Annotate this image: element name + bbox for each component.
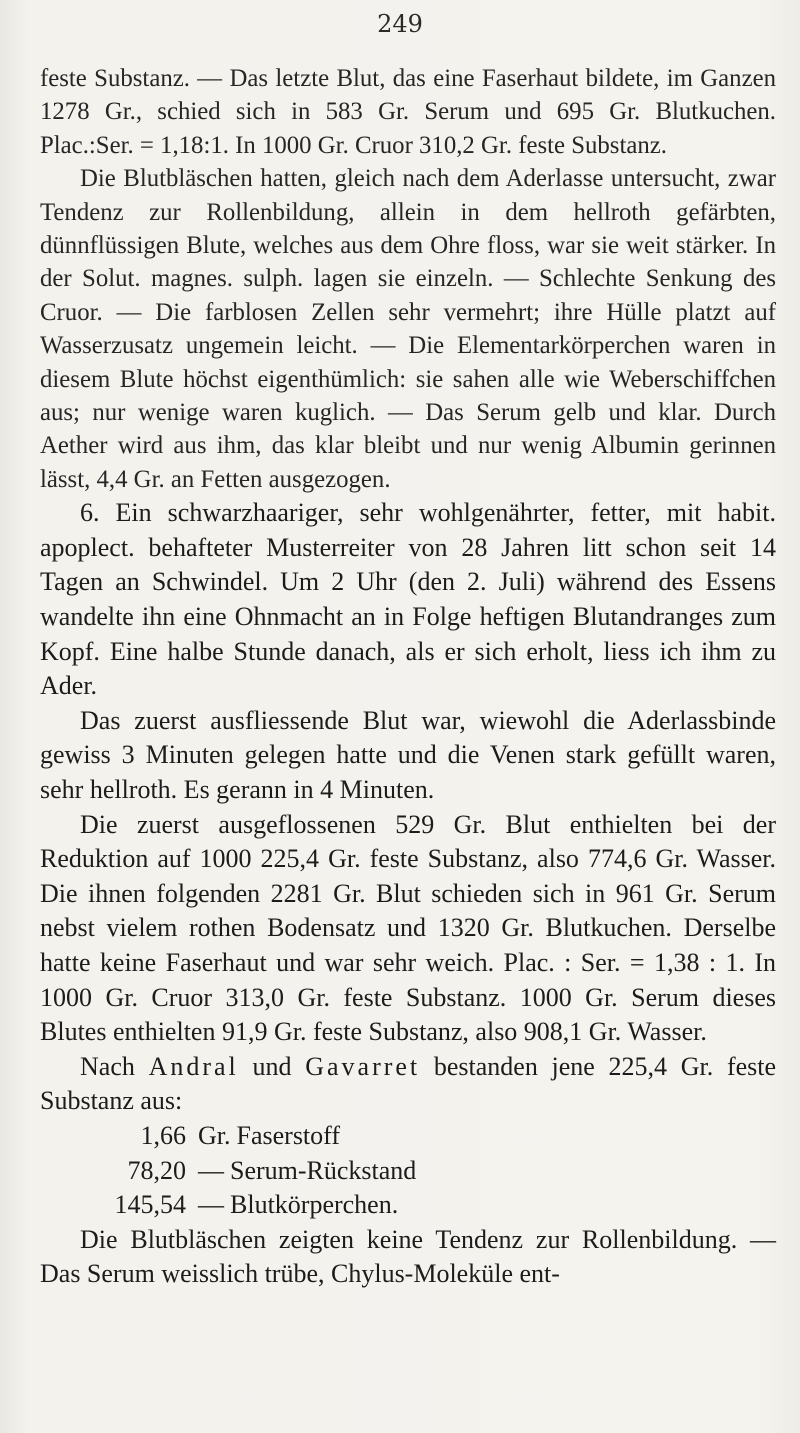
composition-label: Blutkörperchen. (230, 1190, 399, 1220)
composition-unit: — (198, 1190, 224, 1220)
composition-list (40, 1119, 776, 1223)
list-item (40, 1119, 776, 1154)
composition-unit: Gr. (198, 1120, 231, 1150)
paragraph-reduction: Die zuerst ausgeflossenen 529 Gr. Blut enthielten bei der Reduktion auf 1000 225,4 Gr. feste Substanz, also 774,6 Gr. Wasser. Die ihnen folgenden 2281 Gr. Blut schieden sich in 961 Gr. Serum nebst vielem rothen Bodensatz und 1320 Gr. Blutkuchen. Derselbe hatte keine Faserhaut und war sehr weich. Plac. : Ser. = 1,38 : 1. In 1000 Gr. Cruor 313,0 Gr. feste Substanz. 1000 Gr. Serum dieses Blutes enthielten 91,9 Gr. feste Substanz, also 908,1 Gr. Wasser. (40, 809, 776, 1047)
text-fragment: und (252, 1051, 292, 1081)
text-fragment: bestanden jene 225,4 Gr. feste Substanz aus: (40, 1051, 777, 1116)
paragraph-blood-cells: Die Blutbläschen hatten, gleich nach dem Aderlasse untersucht, zwar Tendenz zur Rollenbildung, allein in dem hellroth gefärbten, dünnflüssigen Blute, welches aus dem Ohre floss, war sie weit stärker. In der Solut. magnes. sulph. lagen sie einzeln. — Schlechte Senkung des Cruor. — Die farblosen Zellen sehr vermehrt; ihre Hülle platzt auf Wasserzusatz ungemein leicht. — Die Elementarkörperchen waren in diesem Blute höchst eigenthümlich: sie sahen alle wie Weberschiffchen aus; nur wenige waren kuglich. — Das Serum gelb und klar. Durch Aether wird aus ihm, das klar bleibt und nur wenig Albumin gerinnen lässt, 4,4 Gr. an Fetten ausgezogen. (40, 165, 776, 493)
composition-unit: — (198, 1155, 224, 1185)
composition-label: Serum-Rückstand (230, 1155, 417, 1185)
paragraph-blood-bubbles: Die Blutbläschen zeigten keine Tendenz zur Rollenbildung. — Das Serum weisslich trübe, Chylus-Moleküle ent- (40, 1224, 776, 1289)
author-name-gavarret: Gavarret (305, 1051, 421, 1081)
text-fragment: Nach (80, 1051, 135, 1081)
composition-value: 145,54 (114, 1190, 186, 1220)
composition-value: 1,66 (140, 1120, 186, 1150)
paragraph-case-6: 6. Ein schwarzhaariger, sehr wohlgenährter, fetter, mit habit. apoplect. behafteter Musterreiter von 28 Jahren litt schon seit 14 Tagen an Schwindel. Um 2 Uhr (den 2. Juli) während des Essens wandelte ihn eine Ohnmacht an in Folge heftigen Blutandranges zum Kopf. Eine halbe Stunde danach, als er sich erholt, liess ich ihm zu Ader. (40, 498, 776, 701)
paragraph-serum-results: feste Substanz. — Das letzte Blut, das eine Faserhaut bildete, im Ganzen 1278 Gr., schied sich in 583 Gr. Serum und 695 Gr. Blutkuchen. Plac.:Ser. = 1,18:1. In 1000 Gr. Cruor 310,2 Gr. feste Substanz. (40, 65, 776, 159)
list-item (40, 1154, 776, 1189)
paragraph-first-blood: Das zuerst ausfliessende Blut war, wiewohl die Aderlassbinde gewiss 3 Minuten gelegen hatte und die Venen stark gefüllt waren, sehr hellroth. Es gerann in 4 Minuten. (40, 705, 776, 805)
author-name-andral: Andral (148, 1051, 239, 1081)
paragraph-andral-gavarret (40, 1050, 776, 1119)
composition-value: 78,20 (127, 1155, 186, 1185)
body-text (40, 62, 776, 1292)
list-item (40, 1188, 776, 1223)
page-number: 249 (377, 10, 423, 38)
composition-label: Faserstoff (236, 1120, 341, 1150)
